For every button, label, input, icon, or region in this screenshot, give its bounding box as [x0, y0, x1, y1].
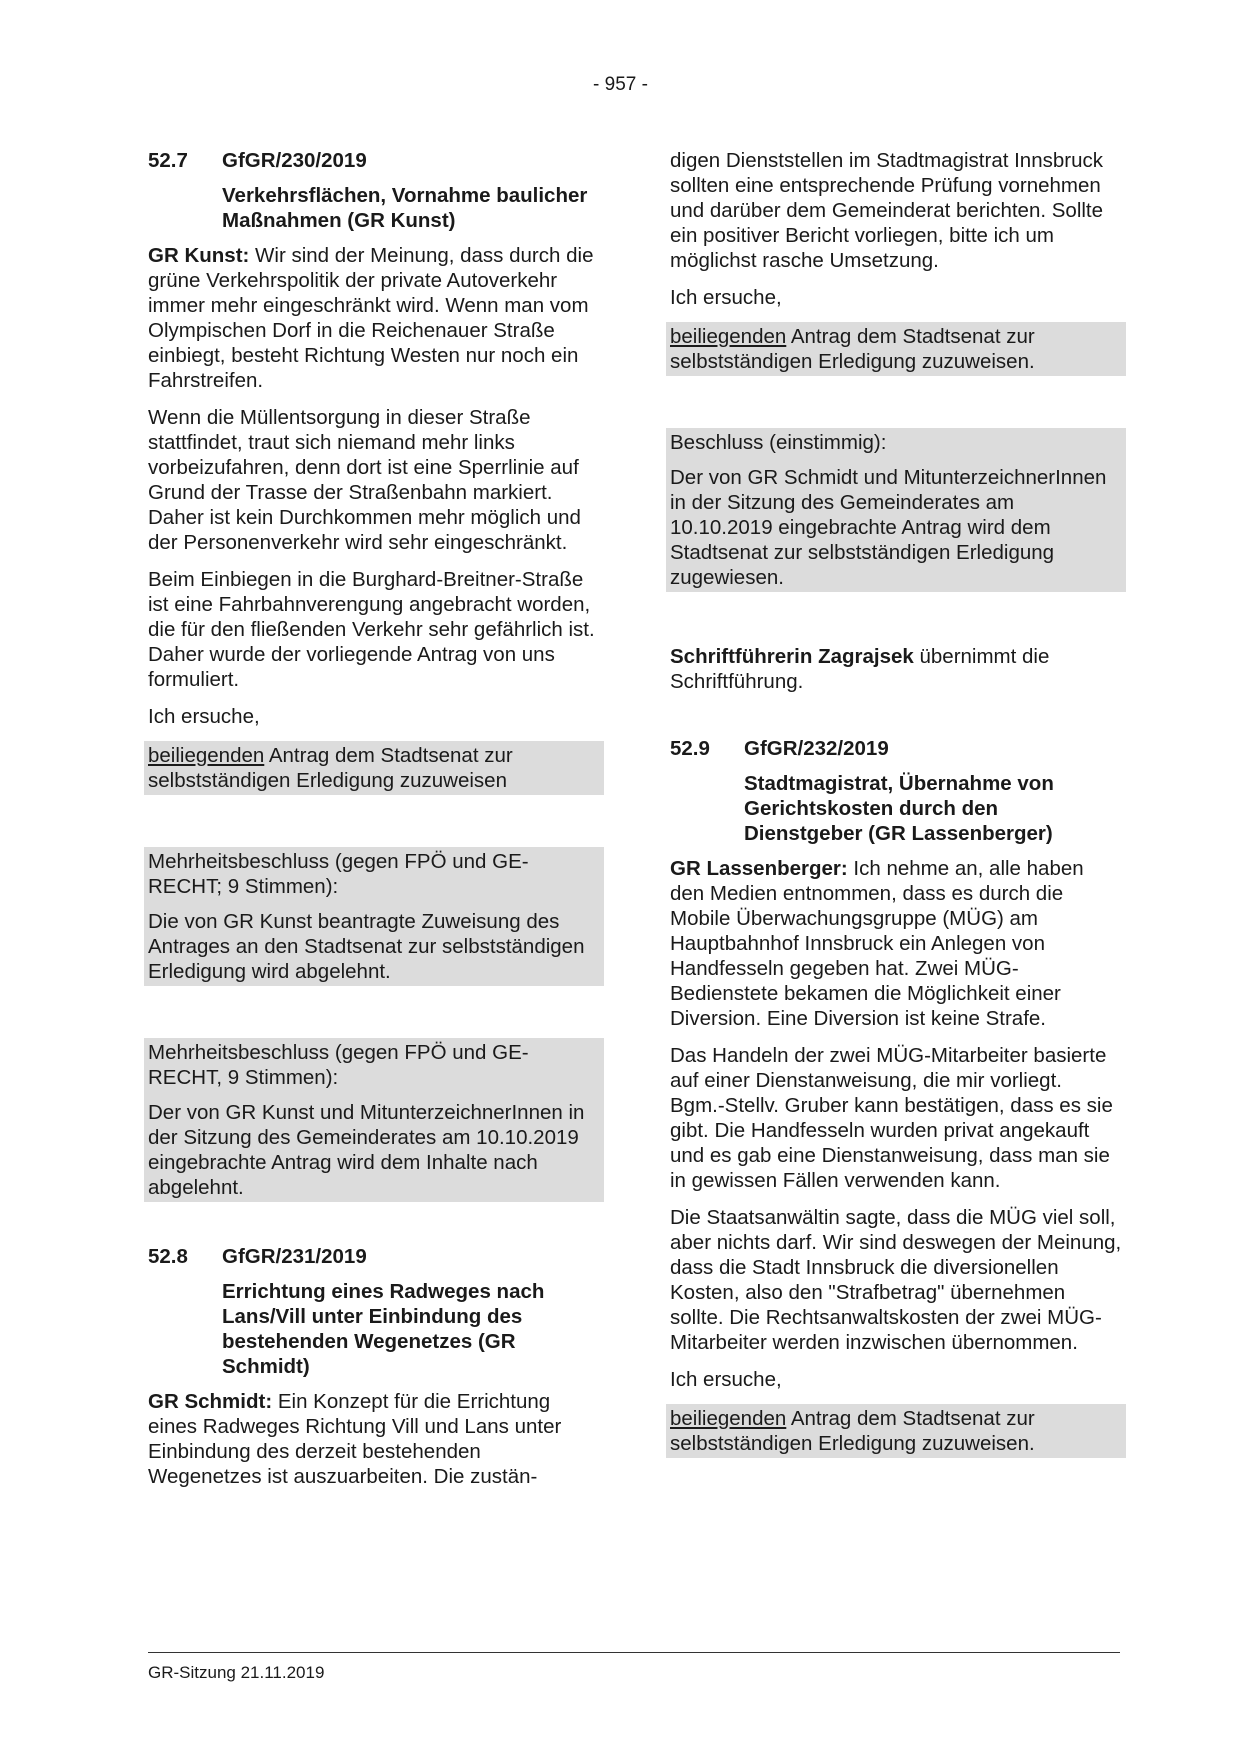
speaker-name: GR Lassenberger:	[670, 857, 848, 880]
motion-text: Antrag dem Stadtsenat zur selbstständigen Erledigung zuzuweisen.	[670, 325, 1035, 373]
left-column	[148, 148, 600, 1501]
resolution-text: Der von GR Kunst und MitunterzeichnerInnen in der Sitzung des Gemeinderates am 10.10.2019 eingebrachte Antrag wird dem Inhalte nach abgelehnt.	[148, 1101, 585, 1199]
section-code: GfGR/232/2019	[744, 737, 889, 760]
footer-text: GR-Sitzung 21.11.2019	[148, 1663, 325, 1682]
paragraph	[670, 856, 1122, 1031]
page-number: - 957 -	[593, 74, 648, 95]
paragraph: digen Dienststellen im Stadtmagistrat Innsbruck sollten eine entsprechende Prüfung vornehmen und darüber dem Gemeinderat berichten. Sollte ein positiver Bericht vorliegen, bitte ich um möglichst rasche Umsetzung.	[670, 149, 1104, 272]
speaker-name: GR Kunst:	[148, 244, 250, 267]
motion-underlined: beiliegenden	[670, 325, 787, 348]
request-line: Ich ersuche,	[148, 705, 260, 728]
section-heading-52-8	[148, 1244, 600, 1269]
resolution-heading: Beschluss (einstimmig):	[670, 431, 887, 454]
right-column	[670, 148, 1122, 1470]
speaker-name: GR Schmidt:	[148, 1390, 273, 1413]
section-number: 52.9	[670, 737, 710, 760]
request-line: Ich ersuche,	[670, 1368, 782, 1391]
section-title: Stadtmagistrat, Übernahme von Gerichtskosten durch den Dienstgeber (GR Lassenberger)	[744, 772, 1054, 845]
resolution-box	[144, 1038, 604, 1202]
motion-text: Antrag dem Stadtsenat zur selbstständigen Erledigung zuzuweisen.	[670, 1407, 1035, 1455]
recorder-text: übernimmt die Schriftführung.	[670, 645, 1050, 693]
section-title: Verkehrsflächen, Vornahme baulicher Maßnahmen (GR Kunst)	[222, 184, 588, 232]
motion-box	[666, 1404, 1126, 1458]
request-line: Ich ersuche,	[670, 286, 782, 309]
section-title: Errichtung eines Radweges nach Lans/Vill unter Einbindung des bestehenden Wegenetzes (GR Schmidt)	[222, 1280, 545, 1378]
resolution-box	[144, 847, 604, 986]
speech-text: Wir sind der Meinung, dass durch die grüne Verkehrspolitik der private Autoverkehr immer mehr eingeschränkt wird. Wenn man vom Olympischen Dorf in die Reichenauer Straße einbiegt, besteht Richtung Westen nur noch ein Fahrstreifen.	[148, 244, 594, 392]
resolution-text: Die von GR Kunst beantragte Zuweisung des Antrages an den Stadtsenat zur selbstständigen Erledigung wird abgelehnt.	[148, 910, 585, 983]
paragraph: Wenn die Müllentsorgung in dieser Straße stattfindet, traut sich niemand mehr links vorbeizufahren, denn dort ist eine Sperrlinie auf Grund der Trasse der Straßenbahn markiert. Daher ist kein Durchkommen mehr möglich und der Personenverkehr wird sehr eingeschränkt.	[148, 406, 581, 554]
resolution-text: Der von GR Schmidt und MitunterzeichnerInnen in der Sitzung des Gemeinderates am 10.10.2019 eingebrachte Antrag wird dem Stadtsenat zur selbstständigen Erledigung zugewiesen.	[670, 466, 1107, 589]
speech-text: Ein Konzept für die Errichtung eines Radweges Richtung Vill und Lans unter Einbindung des derzeit bestehenden Wegenetzes ist auszuarbeiten. Die zustän-	[148, 1390, 562, 1488]
motion-underlined: beiliegenden	[670, 1407, 787, 1430]
motion-text: Antrag dem Stadtsenat zur selbstständigen Erledigung zuzuweisen	[148, 744, 513, 792]
motion-box	[144, 741, 604, 795]
paragraph	[148, 243, 600, 393]
resolution-heading: Mehrheitsbeschluss (gegen FPÖ und GE-RECHT; 9 Stimmen):	[148, 850, 529, 898]
speech-text: Ich nehme an, alle haben den Medien entnommen, dass es durch die Mobile Überwachungsgruppe (MÜG) am Hauptbahnhof Innsbruck ein Anlegen von Handfesseln gegeben hat. Zwei MÜG-Bedienstete bekamen die Möglichkeit einer Diversion. Eine Diversion ist keine Strafe.	[670, 857, 1084, 1030]
paragraph: Die Staatsanwältin sagte, dass die MÜG viel soll, aber nichts darf. Wir sind deswegen der Meinung, dass die Stadt Innsbruck die diversionellen Kosten, also den "Strafbetrag" übernehmen sollte. Die Rechtsanwaltskosten der zwei MÜG-Mitarbeiter werden inzwischen übernommen.	[670, 1206, 1122, 1354]
footer-divider	[148, 1652, 1120, 1653]
paragraph	[148, 1389, 600, 1489]
recorder-name: Schriftführerin Zagrajsek	[670, 645, 914, 668]
section-number: 52.8	[148, 1245, 188, 1268]
resolution-box	[666, 428, 1126, 592]
paragraph	[670, 644, 1122, 694]
section-heading-52-7	[148, 148, 600, 173]
paragraph: Beim Einbiegen in die Burghard-Breitner-Straße ist eine Fahrbahnverengung angebracht worden, die für den fließenden Verkehr sehr gefährlich ist. Daher wurde der vorliegende Antrag von uns formuliert.	[148, 568, 595, 691]
section-code: GfGR/230/2019	[222, 149, 367, 172]
section-heading-52-9	[670, 736, 1122, 761]
motion-box	[666, 322, 1126, 376]
section-code: GfGR/231/2019	[222, 1245, 367, 1268]
resolution-heading: Mehrheitsbeschluss (gegen FPÖ und GE-RECHT, 9 Stimmen):	[148, 1041, 529, 1089]
section-number: 52.7	[148, 149, 188, 172]
paragraph: Das Handeln der zwei MÜG-Mitarbeiter basierte auf einer Dienstanweisung, die mir vorliegt. Bgm.-Stellv. Gruber kann bestätigen, dass es sie gibt. Die Handfesseln wurden privat angekauft und es gab eine Dienstanweisung, dass man sie in gewissen Fällen verwenden kann.	[670, 1044, 1113, 1192]
motion-underlined: beiliegenden	[148, 744, 265, 767]
